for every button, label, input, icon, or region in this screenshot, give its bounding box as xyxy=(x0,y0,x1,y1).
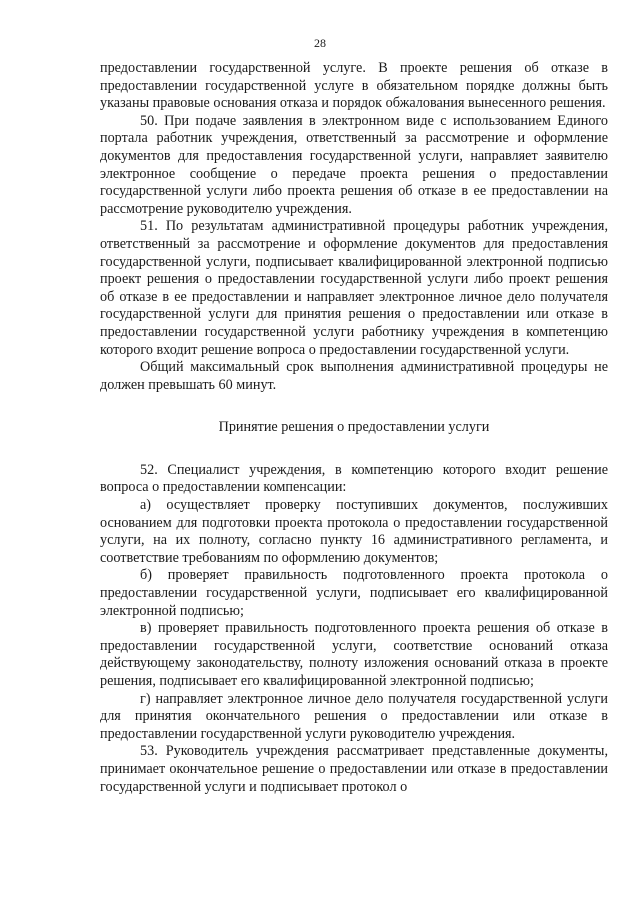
paragraph-52-v: в) проверяет правильность подготовленного проекта решения об отказе в предоставлении государственной услуги, соответствие оснований отказа действующему законодательству, полноту изложения оснований отказа в проекте решения, подписывает его квалифицированной электронной подписью; xyxy=(100,620,608,689)
paragraph-52-g: г) направляет электронное личное дело получателя государственной услуги для принятия окончательного решения о предоставлении или отказе в предоставлении государственной услуги руководителю учреждения. xyxy=(100,690,608,742)
document-body xyxy=(100,60,608,796)
paragraph-52: 52. Специалист учреждения, в компетенцию которого входит решение вопроса о предоставлении компенсации: xyxy=(100,461,608,496)
paragraph-50: 50. При подаче заявления в электронном виде с использованием Единого портала работник учреждения, ответственный за рассмотрение и оформление документов для предоставления государственной услуги, направляет заявителю электронное сообщение о передаче проекта решения о предоставлении государственной услуги либо проекта решения об отказе в ее предоставлении на рассмотрение руководителю учреждения. xyxy=(100,112,608,217)
paragraph-max-duration: Общий максимальный срок выполнения административной процедуры не должен превышать 60 минут. xyxy=(100,359,608,393)
paragraph-52-b: б) проверяет правильность подготовленного проекта протокола о предоставлении государственной услуги, подписывает его квалифицированной электронной подписью; xyxy=(100,567,608,619)
paragraph-53: 53. Руководитель учреждения рассматривает представленные документы, принимает окончательное решение о предоставлении или отказе в предоставлении государственной услуги и подписывает протокол о xyxy=(100,743,608,795)
page-number: 28 xyxy=(314,36,326,50)
paragraph-52-a: а) осуществляет проверку поступивших документов, послуживших основанием для подготовки проекта протокола о предоставлении государственной услуги, на их полноту, согласно пункту 16 административного регламента, и соответствие требованиям по оформлению документов; xyxy=(100,497,608,566)
section-heading: Принятие решения о предоставлении услуги xyxy=(218,419,490,436)
paragraph-51: 51. По результатам административной процедуры работник учреждения, ответственный за рассмотрение и оформление документов для предоставления государственной услуги, подписывает квалифицированной электронной подписью проект решения о предоставлении государственной услуги либо проект решения об отказе в ее предоставлении и направляет электронное личное дело получателя государственной услуги для принятия решения о предоставлении или отказе в предоставлении государственной услуги работнику учреждения в компетенцию которого входит решение вопроса о предоставлении государственной услуги. xyxy=(100,218,608,358)
paragraph-continuation: предоставлении государственной услуге. В проекте решения об отказе в предоставлении государственной услуге в обязательном порядке должны быть указаны правовые основания отказа и порядок обжалования вынесенного решения. xyxy=(100,60,608,112)
